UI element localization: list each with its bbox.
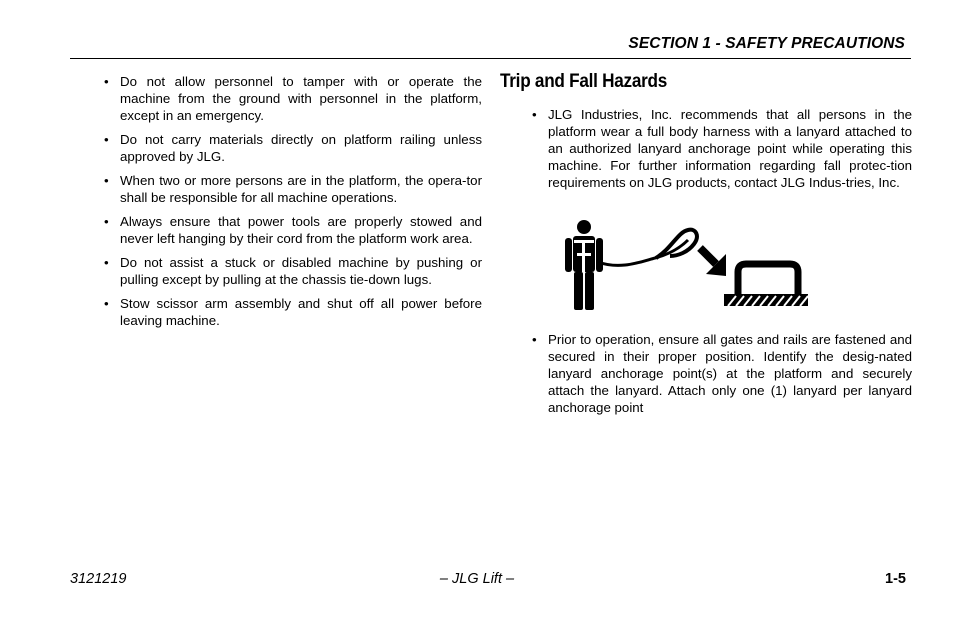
right-column-bottom <box>532 331 912 423</box>
list-item <box>104 172 482 206</box>
bullet-symbol: • <box>104 214 109 229</box>
list-item <box>104 131 482 165</box>
list-item-text: Prior to operation, ensure all gates and rails are fastened and secured in their proper position. Identify the desig-nated lanyard anchorage point(s) at the platform and securely attach the lanyard. Attach only one (1) lanyard per lanyard anchorage point <box>548 332 912 415</box>
page-number: 1-5 <box>885 571 906 587</box>
list-item-text: When two or more persons are in the platform, the opera-tor shall be responsible for all machine operations. <box>120 173 482 205</box>
list-item <box>104 73 482 124</box>
bullet-symbol: • <box>532 332 537 347</box>
list-item <box>532 106 912 191</box>
list-item <box>532 331 912 416</box>
list-item <box>104 254 482 288</box>
arrow-icon <box>700 248 726 276</box>
anchorage-point-icon <box>724 264 808 306</box>
left-column <box>104 73 482 336</box>
section-title: SECTION 1 - SAFETY PRECAUTIONS <box>628 35 905 52</box>
list-item-text: Do not allow personnel to tamper with or operate the machine from the ground with personnel in the platform, except in an emergency. <box>120 74 482 123</box>
footer-center-title: – JLG Lift – <box>439 571 515 587</box>
list-item <box>104 295 482 329</box>
lanyard-line <box>598 240 688 265</box>
list-item-text: JLG Industries, Inc. recommends that all persons in the platform wear a full body harness with a lanyard attached to an authorized lanyard anchorage point while operating this machine. For further information regarding fall protec-tion requirements on JLG products, contact JLG Indus-tries, Inc. <box>548 107 912 190</box>
bullet-symbol: • <box>104 74 109 89</box>
list-item-text: Do not assist a stuck or disabled machine by pushing or pulling except by pulling at the chassis tie-down lugs. <box>120 255 482 287</box>
doc-number: 3121219 <box>70 571 127 587</box>
person-harness-icon <box>565 220 603 310</box>
list-item-text: Stow scissor arm assembly and shut off all power before leaving machine. <box>120 296 482 328</box>
list-item-text: Always ensure that power tools are properly stowed and never left hanging by their cord from the platform work area. <box>120 214 482 246</box>
header-rule <box>70 58 911 59</box>
bullet-symbol: • <box>104 173 109 188</box>
list-item-text: Do not carry materials directly on platform railing unless approved by JLG. <box>120 132 482 164</box>
bullet-symbol: • <box>104 132 109 147</box>
list-item <box>104 213 482 247</box>
bullet-symbol: • <box>532 107 537 122</box>
harness-lanyard-illustration <box>560 218 810 314</box>
section-heading: Trip and Fall Hazards <box>500 70 668 92</box>
bullet-symbol: • <box>104 296 109 311</box>
right-column-top <box>532 106 912 198</box>
bullet-symbol: • <box>104 255 109 270</box>
lanyard-hook-icon <box>656 230 697 258</box>
